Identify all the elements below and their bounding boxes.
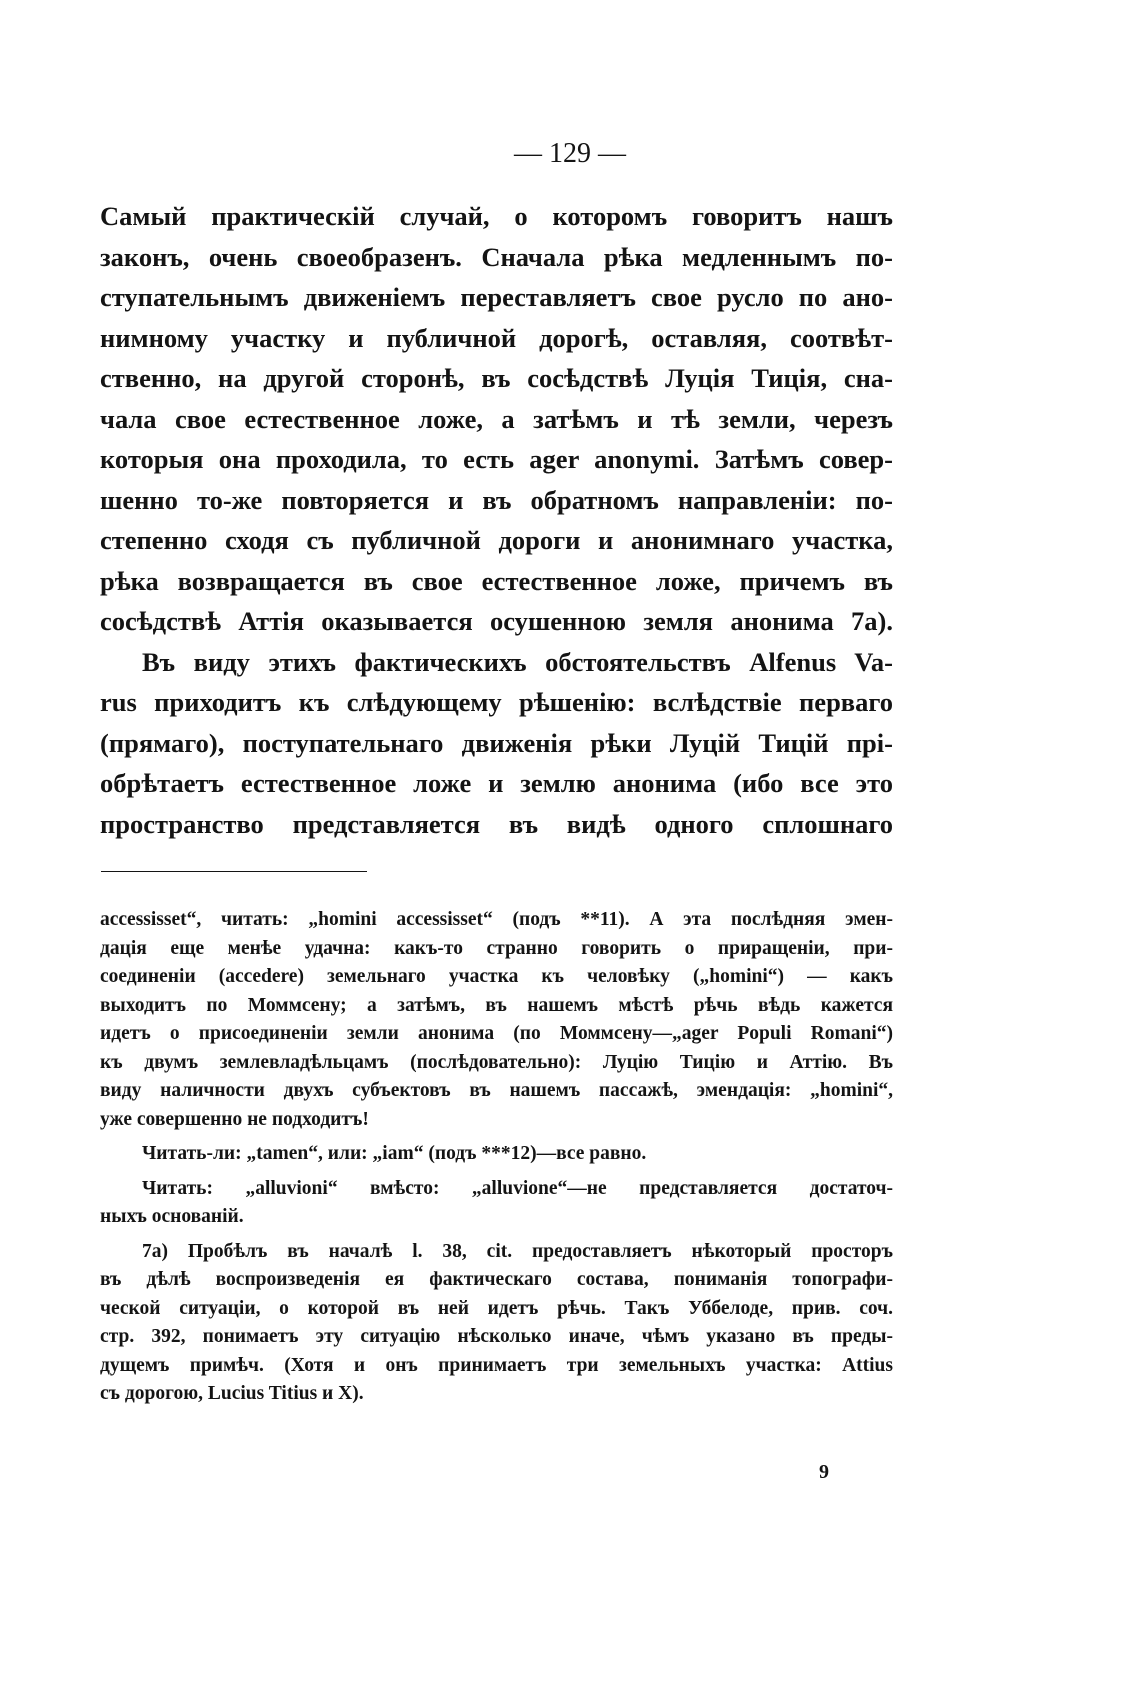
footnote-line: ческой ситуаціи, о которой въ ней идетъ рѣчь. Такъ Уббелоде, прив. соч. xyxy=(100,1297,893,1319)
footnote-line: идетъ о присоединеніи земли анонима (по Моммсену—„ager Populi Romani“) xyxy=(100,1023,893,1044)
text-line: шенно то-же повторяется и въ обратномъ направленіи: по- xyxy=(100,484,893,515)
text-line: законъ, очень своеобразенъ. Сначала рѣка медленнымъ по- xyxy=(100,241,893,272)
footnote-line: Читать-ли: „tamen“, или: „iam“ (подъ ***12)—все равно. xyxy=(142,1143,647,1164)
footnote-line: accessisset“, читать: „homini accessisset“ (подъ **11). А эта послѣдняя эмен- xyxy=(100,909,893,930)
footnote-line: дущемъ примѣч. (Хотя и онъ принимаетъ три земельныхъ участка: Attius xyxy=(100,1354,893,1376)
footnote-line: съ дорогою, Lucius Titius и X). xyxy=(100,1383,364,1404)
text-line: пространство представляется въ видѣ одного сплошнаго xyxy=(100,808,893,839)
text-line: Самый практическій случай, о которомъ говоритъ нашъ xyxy=(100,201,893,231)
footnote-line: виду наличности двухъ субъектовъ въ нашемъ пассажѣ, эмендація: „homini“, xyxy=(100,1080,893,1101)
page-number: — 129 — xyxy=(514,138,626,169)
footnote-line: къ двумъ землевладѣльцамъ (послѣдовательно): Луцію Тицію и Аттію. Въ xyxy=(100,1051,893,1073)
footnote-line: дація еще менѣе удачна: какъ-то странно говорить о приращеніи, при- xyxy=(100,937,893,959)
footnote-line: Читать: „alluvioni“ вмѣсто: „alluvione“—не представляется достаточ- xyxy=(142,1177,893,1199)
text-line: чала свое естественное ложе, а затѣмъ и тѣ земли, черезъ xyxy=(100,403,893,434)
footnote-line: соединеніи (accedere) земельнаго участка къ человѣку („homini“) — какъ xyxy=(100,966,893,987)
footnote-separator xyxy=(101,871,367,872)
text-line: обрѣтаетъ естественное ложе и землю анонима (ибо все это xyxy=(100,768,893,798)
main-text xyxy=(100,196,893,844)
footnotes xyxy=(100,906,893,1409)
footnote-line: стр. 392, понимаетъ эту ситуацію нѣсколько иначе, чѣмъ указано въ преды- xyxy=(100,1326,893,1347)
footnote-line: 7a) Пробѣлъ въ началѣ l. 38, cit. предоставляетъ нѣкоторый просторъ xyxy=(142,1240,893,1262)
text-line: (прямаго), поступательнаго движенія рѣки Луцій Тицій прі- xyxy=(100,727,893,758)
text-line: рѣка возвращается въ свое естественное ложе, причемъ въ xyxy=(100,565,893,596)
text-line: нимному участку и публичной дорогѣ, оставляя, соотвѣт- xyxy=(100,322,893,353)
footnote-line: выходитъ по Моммсену; а затѣмъ, въ нашемъ мѣстѣ рѣчь вѣдь кажется xyxy=(100,994,893,1016)
text-line: Въ виду этихъ фактическихъ обстоятельствъ Alfenus Va- xyxy=(142,646,893,677)
text-line: ственно, на другой сторонѣ, въ сосѣдствѣ Луція Тиція, сна- xyxy=(100,363,893,393)
text-line: степенно сходя съ публичной дороги и анонимнаго участка, xyxy=(100,525,893,555)
footnote-line: уже совершенно не подходитъ! xyxy=(100,1108,369,1130)
text-line: сосѣдствѣ Аттія оказывается осушенною земля анонима 7a). xyxy=(100,606,893,636)
footnote-line: ныхъ основаній. xyxy=(100,1206,244,1227)
footnote-line: въ дѣлѣ воспроизведенія ея фактическаго состава, пониманія топографи- xyxy=(100,1269,893,1290)
signature-mark: 9 xyxy=(819,1461,829,1483)
text-line: rus приходитъ къ слѣдующему рѣшенію: вслѣдствіе перваго xyxy=(100,687,893,717)
text-line: которыя она проходила, то есть ager anonymi. Затѣмъ совер- xyxy=(100,444,893,474)
text-line: ступательнымъ движеніемъ переставляетъ свое русло по ано- xyxy=(100,282,893,312)
